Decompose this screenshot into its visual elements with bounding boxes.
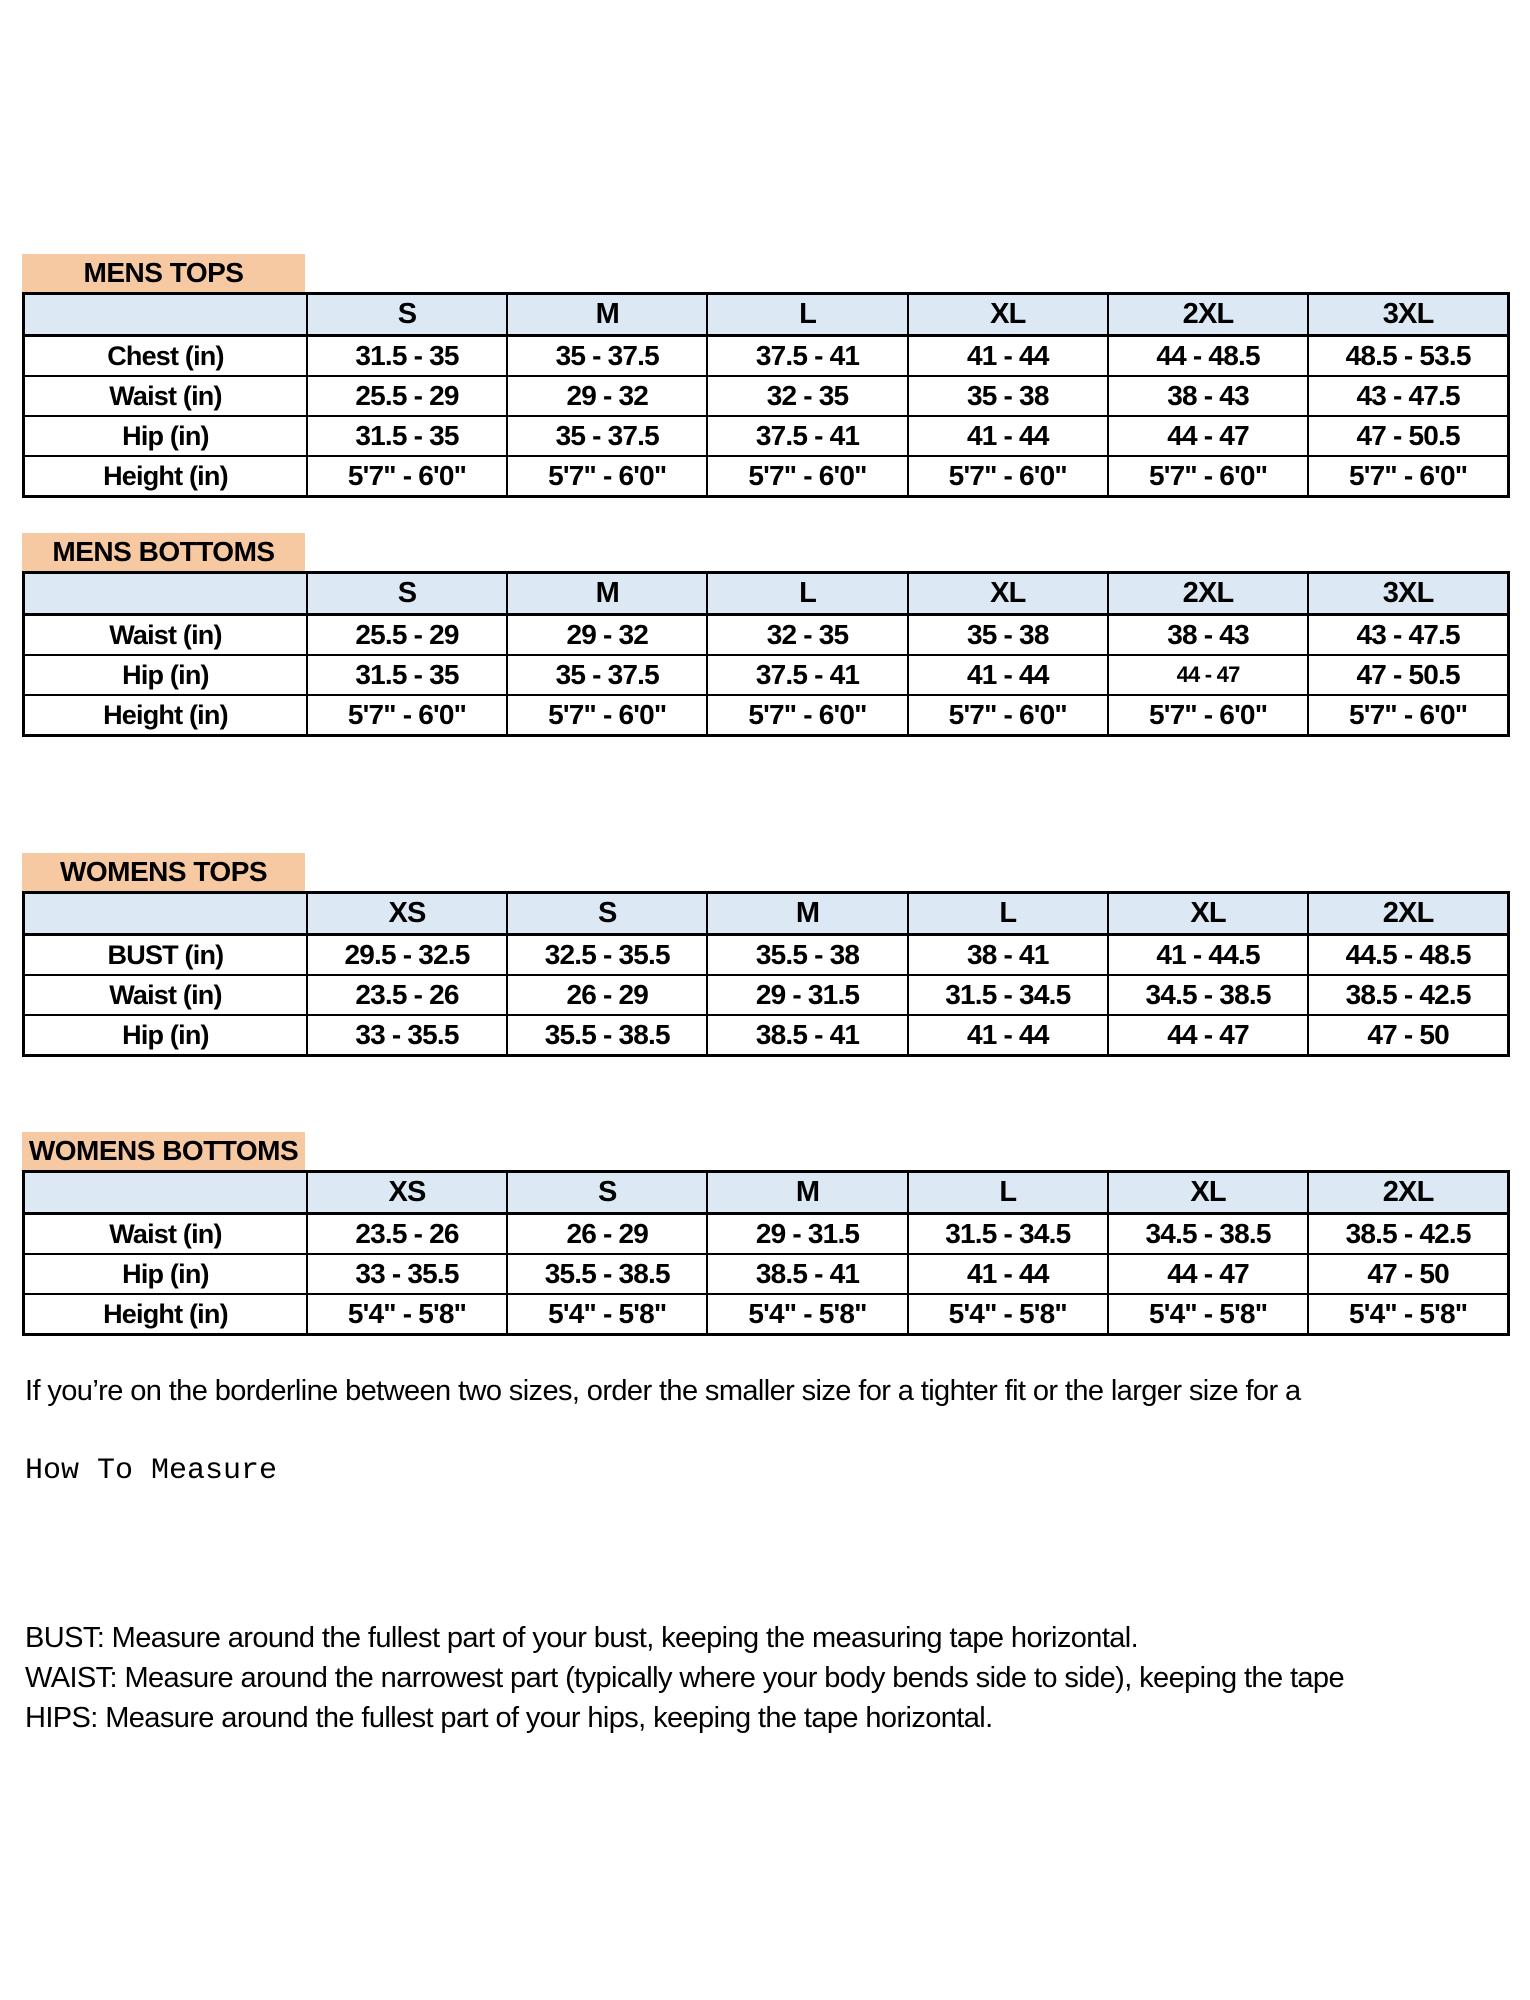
mens-tops-label: MENS TOPS	[22, 254, 305, 292]
measurement-row	[24, 1015, 1509, 1056]
size-range-cell: 25.5 - 29	[307, 615, 507, 656]
size-range-cell: 33 - 35.5	[307, 1254, 507, 1294]
size-column-header: XS	[307, 893, 507, 935]
size-range-cell: 41 - 44.5	[1108, 935, 1308, 976]
measurement-row-label: BUST (in)	[24, 935, 307, 976]
size-range-cell: 5'4" - 5'8"	[1108, 1294, 1308, 1335]
size-range-cell: 44 - 47	[1108, 1015, 1308, 1056]
size-column-header: M	[507, 294, 707, 336]
size-column-header: XS	[307, 1172, 507, 1214]
size-range-cell: 5'7" - 6'0"	[1108, 456, 1308, 497]
size-column-header: S	[507, 893, 707, 935]
size-column-header: XL	[1108, 1172, 1308, 1214]
size-range-cell: 31.5 - 35	[307, 416, 507, 456]
size-range-cell: 26 - 29	[507, 1214, 707, 1255]
size-range-cell: 5'4" - 5'8"	[908, 1294, 1108, 1335]
size-header-row	[24, 573, 1509, 615]
size-range-cell: 47 - 50	[1308, 1254, 1508, 1294]
size-column-header: XL	[908, 294, 1108, 336]
measurement-row-label: Chest (in)	[24, 336, 307, 377]
size-column-header: 3XL	[1308, 294, 1508, 336]
measurement-row	[24, 376, 1509, 416]
size-range-cell: 35.5 - 38	[707, 935, 907, 976]
size-range-cell: 31.5 - 34.5	[908, 1214, 1108, 1255]
size-column-header: M	[507, 573, 707, 615]
size-range-cell: 5'4" - 5'8"	[507, 1294, 707, 1335]
size-range-cell: 29 - 31.5	[707, 1214, 907, 1255]
measurement-row-label: Hip (in)	[24, 1254, 307, 1294]
size-range-cell: 35 - 38	[908, 376, 1108, 416]
size-range-cell: 29.5 - 32.5	[307, 935, 507, 976]
corner-cell	[24, 573, 307, 615]
size-range-cell: 35.5 - 38.5	[507, 1015, 707, 1056]
measurement-row	[24, 695, 1509, 736]
size-range-cell: 25.5 - 29	[307, 376, 507, 416]
size-header-row	[24, 294, 1509, 336]
size-column-header: 2XL	[1308, 1172, 1508, 1214]
size-range-cell: 38.5 - 42.5	[1308, 1214, 1508, 1255]
size-range-cell: 47 - 50.5	[1308, 416, 1508, 456]
size-range-cell: 29 - 32	[507, 615, 707, 656]
womens-bottoms-table	[22, 1170, 1510, 1336]
size-range-cell: 5'4" - 5'8"	[707, 1294, 907, 1335]
size-range-cell: 5'7" - 6'0"	[1308, 456, 1508, 497]
size-range-cell: 47 - 50	[1308, 1015, 1508, 1056]
hips-instruction: HIPS: Measure around the fullest part of your hips, keeping the tape horizontal.	[25, 1702, 993, 1734]
size-range-cell: 38 - 41	[908, 935, 1108, 976]
size-column-header: XL	[1108, 893, 1308, 935]
size-column-header: L	[707, 573, 907, 615]
size-range-cell: 44 - 47	[1108, 655, 1308, 695]
size-range-cell: 41 - 44	[908, 655, 1108, 695]
mens-tops-table	[22, 292, 1510, 498]
womens-bottoms-label: WOMENS BOTTOMS	[22, 1132, 305, 1170]
size-range-cell: 47 - 50.5	[1308, 655, 1508, 695]
size-range-cell: 5'7" - 6'0"	[707, 456, 907, 497]
size-range-cell: 43 - 47.5	[1308, 615, 1508, 656]
size-range-cell: 37.5 - 41	[707, 416, 907, 456]
size-range-cell: 38.5 - 41	[707, 1254, 907, 1294]
size-range-cell: 41 - 44	[908, 1254, 1108, 1294]
size-range-cell: 32.5 - 35.5	[507, 935, 707, 976]
size-range-cell: 34.5 - 38.5	[1108, 1214, 1308, 1255]
size-range-cell: 5'7" - 6'0"	[707, 695, 907, 736]
size-range-cell: 5'7" - 6'0"	[908, 456, 1108, 497]
size-range-cell: 5'4" - 5'8"	[307, 1294, 507, 1335]
size-column-header: L	[908, 1172, 1108, 1214]
size-column-header: L	[908, 893, 1108, 935]
size-range-cell: 35.5 - 38.5	[507, 1254, 707, 1294]
size-column-header: 3XL	[1308, 573, 1508, 615]
size-range-cell: 35 - 37.5	[507, 336, 707, 377]
measurement-row-label: Height (in)	[24, 695, 307, 736]
womens-bottoms-section	[22, 1132, 1510, 1336]
corner-cell	[24, 294, 307, 336]
size-column-header: S	[307, 573, 507, 615]
size-range-cell: 31.5 - 35	[307, 655, 507, 695]
size-range-cell: 32 - 35	[707, 615, 907, 656]
how-to-measure-heading: How To Measure	[25, 1454, 278, 1488]
size-range-cell: 44 - 47	[1108, 416, 1308, 456]
size-range-cell: 38 - 43	[1108, 376, 1308, 416]
size-column-header: M	[707, 1172, 907, 1214]
size-range-cell: 5'7" - 6'0"	[908, 695, 1108, 736]
size-range-cell: 43 - 47.5	[1308, 376, 1508, 416]
measurement-row-label: Waist (in)	[24, 975, 307, 1015]
measurement-row	[24, 975, 1509, 1015]
size-range-cell: 44.5 - 48.5	[1308, 935, 1508, 976]
size-range-cell: 31.5 - 34.5	[908, 975, 1108, 1015]
size-range-cell: 41 - 44	[908, 416, 1108, 456]
size-range-cell: 23.5 - 26	[307, 975, 507, 1015]
size-range-cell: 5'7" - 6'0"	[307, 695, 507, 736]
measurement-row	[24, 655, 1509, 695]
size-range-cell: 23.5 - 26	[307, 1214, 507, 1255]
size-range-cell: 5'7" - 6'0"	[507, 456, 707, 497]
womens-tops-section	[22, 853, 1510, 1057]
size-range-cell: 35 - 37.5	[507, 655, 707, 695]
size-range-cell: 37.5 - 41	[707, 655, 907, 695]
size-range-cell: 35 - 37.5	[507, 416, 707, 456]
size-range-cell: 32 - 35	[707, 376, 907, 416]
measurement-row-label: Waist (in)	[24, 376, 307, 416]
measurement-row	[24, 1214, 1509, 1255]
size-column-header: 2XL	[1308, 893, 1508, 935]
measurement-row-label: Hip (in)	[24, 1015, 307, 1056]
measurement-row-label: Height (in)	[24, 456, 307, 497]
size-range-cell: 44 - 48.5	[1108, 336, 1308, 377]
size-range-cell: 29 - 32	[507, 376, 707, 416]
size-column-header: 2XL	[1108, 294, 1308, 336]
size-column-header: M	[707, 893, 907, 935]
measure-instructions	[25, 1618, 1525, 1738]
measurement-row-label: Hip (in)	[24, 655, 307, 695]
measurement-row	[24, 336, 1509, 377]
womens-tops-label: WOMENS TOPS	[22, 853, 305, 891]
waist-instruction: WAIST: Measure around the narrowest part (typically where your body bends side to side), keeping the tape	[25, 1662, 1344, 1694]
size-column-header: L	[707, 294, 907, 336]
size-column-header: XL	[908, 573, 1108, 615]
measurement-row	[24, 416, 1509, 456]
mens-tops-section	[22, 254, 1510, 498]
bust-instruction: BUST: Measure around the fullest part of your bust, keeping the measuring tape horizontal.	[25, 1622, 1139, 1654]
mens-bottoms-table	[22, 571, 1510, 737]
size-range-cell: 34.5 - 38.5	[1108, 975, 1308, 1015]
size-range-cell: 48.5 - 53.5	[1308, 336, 1508, 377]
size-range-cell: 41 - 44	[908, 1015, 1108, 1056]
size-range-cell: 5'4" - 5'8"	[1308, 1294, 1508, 1335]
measurement-row	[24, 615, 1509, 656]
measurement-row-label: Waist (in)	[24, 1214, 307, 1255]
measurement-row	[24, 935, 1509, 976]
corner-cell	[24, 1172, 307, 1214]
womens-tops-table	[22, 891, 1510, 1057]
mens-bottoms-section	[22, 533, 1510, 737]
size-range-cell: 37.5 - 41	[707, 336, 907, 377]
size-range-cell: 38.5 - 42.5	[1308, 975, 1508, 1015]
measurement-row	[24, 456, 1509, 497]
size-range-cell: 38.5 - 41	[707, 1015, 907, 1056]
size-range-cell: 31.5 - 35	[307, 336, 507, 377]
size-header-row	[24, 1172, 1509, 1214]
size-header-row	[24, 893, 1509, 935]
size-range-cell: 29 - 31.5	[707, 975, 907, 1015]
measurement-row-label: Hip (in)	[24, 416, 307, 456]
size-column-header: 2XL	[1108, 573, 1308, 615]
size-range-cell: 38 - 43	[1108, 615, 1308, 656]
size-range-cell: 5'7" - 6'0"	[307, 456, 507, 497]
size-range-cell: 44 - 47	[1108, 1254, 1308, 1294]
size-range-cell: 5'7" - 6'0"	[1308, 695, 1508, 736]
measurement-row-label: Height (in)	[24, 1294, 307, 1335]
size-column-header: S	[507, 1172, 707, 1214]
measurement-row-label: Waist (in)	[24, 615, 307, 656]
corner-cell	[24, 893, 307, 935]
fit-note: If you’re on the borderline between two sizes, order the smaller size for a tighter fit or the larger size for a	[25, 1375, 1301, 1407]
size-column-header: S	[307, 294, 507, 336]
size-range-cell: 41 - 44	[908, 336, 1108, 377]
measurement-row	[24, 1254, 1509, 1294]
size-range-cell: 35 - 38	[908, 615, 1108, 656]
size-range-cell: 26 - 29	[507, 975, 707, 1015]
size-range-cell: 33 - 35.5	[307, 1015, 507, 1056]
mens-bottoms-label: MENS BOTTOMS	[22, 533, 305, 571]
size-range-cell: 5'7" - 6'0"	[507, 695, 707, 736]
measurement-row	[24, 1294, 1509, 1335]
size-range-cell: 5'7" - 6'0"	[1108, 695, 1308, 736]
